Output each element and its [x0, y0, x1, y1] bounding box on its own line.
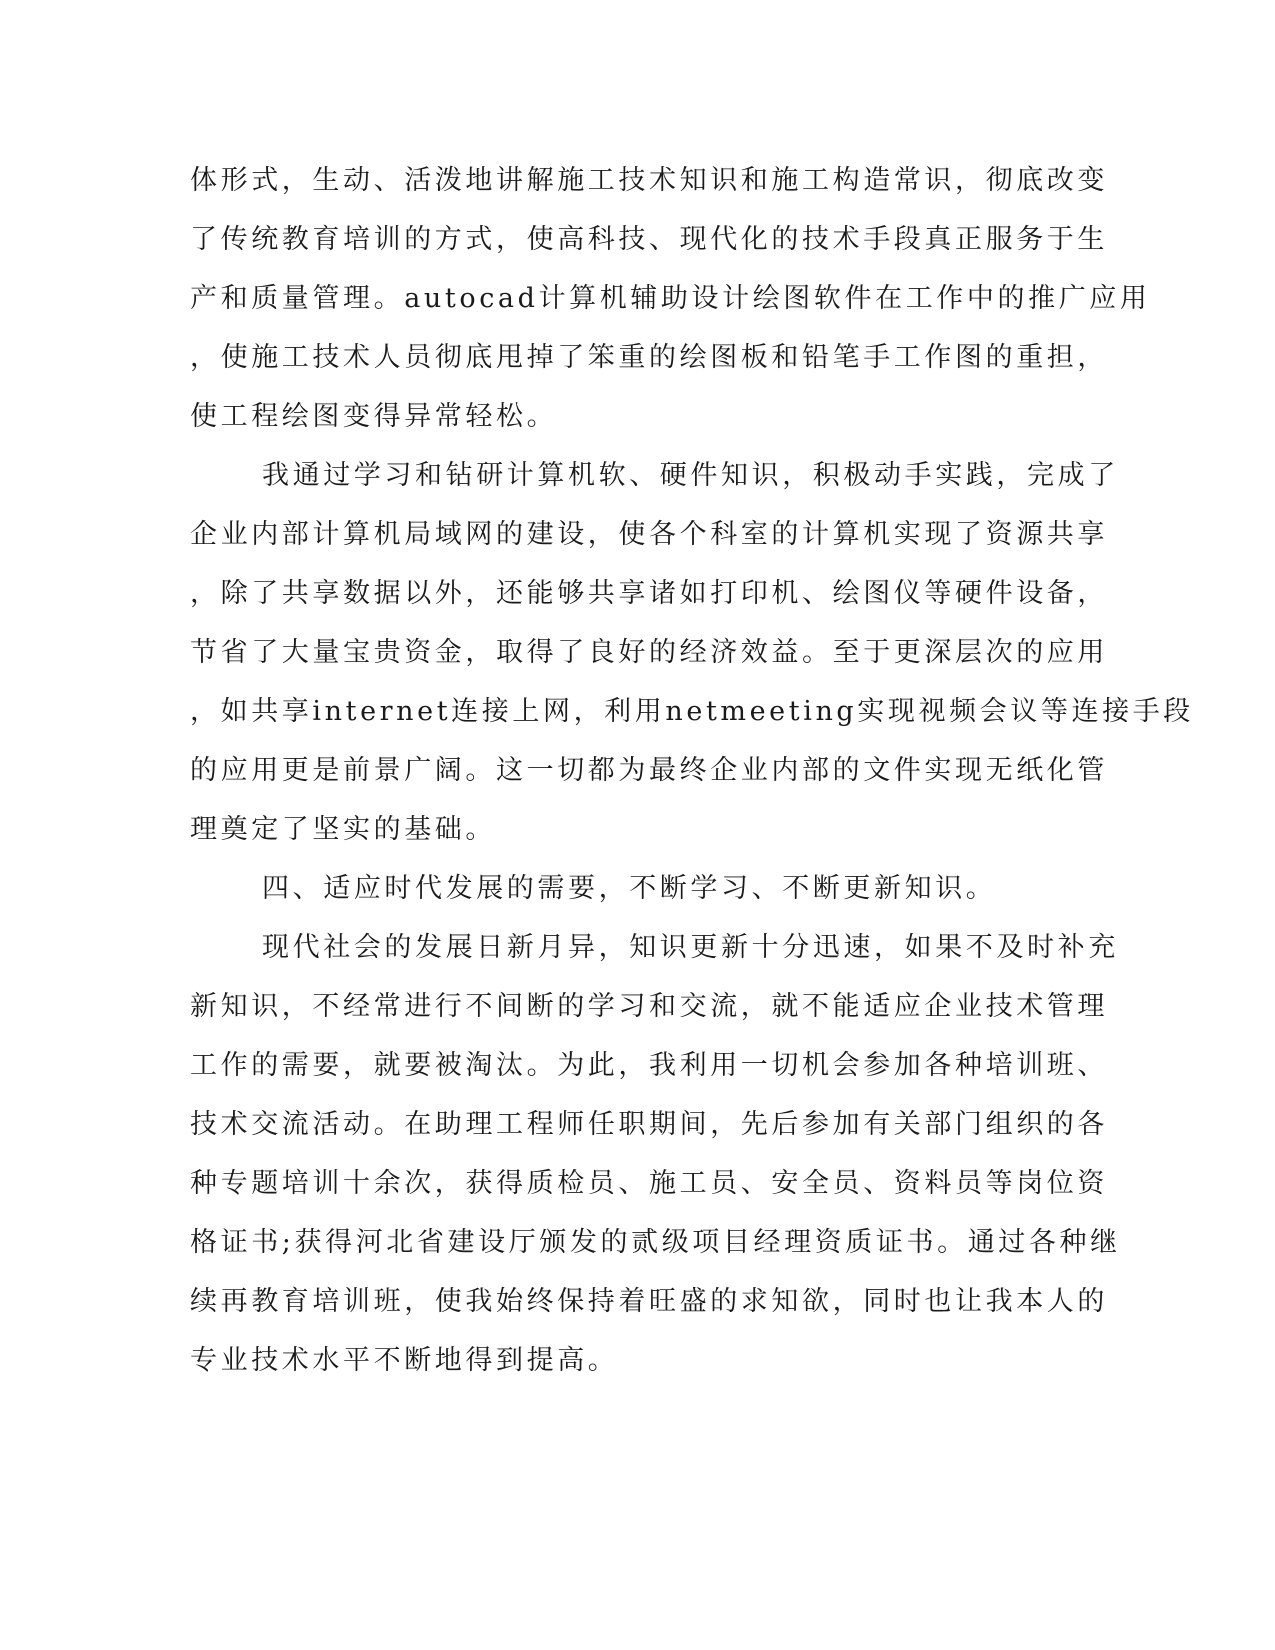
text-line: 企业内部计算机局域网的建设，使各个科室的计算机实现了资源共享 — [190, 519, 1108, 550]
text-line: ，如共享internet连接上网，利用netmeeting实现视频会议等连接手段 — [190, 696, 1194, 727]
text-line: 理奠定了坚实的基础。 — [190, 814, 496, 845]
text-line: ，使施工技术人员彻底甩掉了笨重的绘图板和铅笔手工作图的重担， — [190, 342, 1108, 373]
text-line: 技术交流活动。在助理工程师任职期间，先后参加有关部门组织的各 — [190, 1109, 1108, 1140]
text-line: ，除了共享数据以外，还能够共享诸如打印机、绘图仪等硬件设备， — [190, 578, 1108, 609]
text-line: 续再教育培训班，使我始终保持着旺盛的求知欲，同时也让我本人的 — [190, 1286, 1108, 1317]
text-line: 了传统教育培训的方式，使高科技、现代化的技术手段真正服务于生 — [190, 224, 1108, 255]
text-line: 节省了大量宝贵资金，取得了良好的经济效益。至于更深层次的应用 — [190, 637, 1108, 668]
paragraph-start-line: 我通过学习和钻研计算机软、硬件知识，积极动手实践，完成了 — [262, 460, 1119, 491]
text-line: 的应用更是前景广阔。这一切都为最终企业内部的文件实现无纸化管 — [190, 755, 1108, 786]
text-line: 新知识，不经常进行不间断的学习和交流，就不能适应企业技术管理 — [190, 991, 1108, 1022]
text-line: 工作的需要，就要被淘汰。为此，我利用一切机会参加各种培训班、 — [190, 1050, 1108, 1081]
text-line: 体形式，生动、活泼地讲解施工技术知识和施工构造常识，彻底改变 — [190, 165, 1108, 196]
text-line: 专业技术水平不断地得到提高。 — [190, 1345, 619, 1376]
section-heading: 四、适应时代发展的需要，不断学习、不断更新知识。 — [262, 873, 997, 904]
text-line: 产和质量管理。autocad计算机辅助设计绘图软件在工作中的推广应用 — [190, 283, 1151, 314]
text-line: 种专题培训十余次，获得质检员、施工员、安全员、资料员等岗位资 — [190, 1168, 1108, 1199]
paragraph-start-line: 现代社会的发展日新月异，知识更新十分迅速，如果不及时补充 — [262, 932, 1119, 963]
text-line: 格证书;获得河北省建设厅颁发的贰级项目经理资质证书。通过各种继 — [190, 1227, 1121, 1258]
text-line: 使工程绘图变得异常轻松。 — [190, 401, 558, 432]
